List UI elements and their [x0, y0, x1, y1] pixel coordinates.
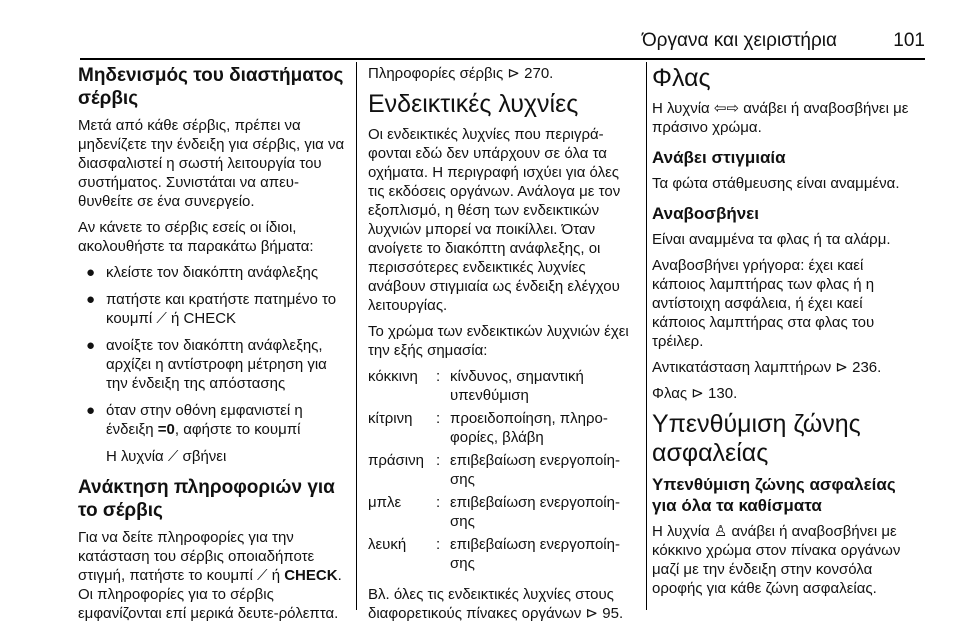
- header-rule: [80, 58, 925, 60]
- color-name: κόκκινη: [368, 368, 418, 385]
- heading-seatbelt-reminder: Υπενθύμιση ζώνης ασφαλείας: [652, 410, 861, 467]
- page-header: [80, 30, 925, 54]
- color-name: πράσινη: [368, 452, 424, 469]
- color-meaning: επιβεβαίωση ενεργοποίη-σης: [450, 494, 620, 530]
- list-item: [78, 290, 346, 328]
- turn-signal-ref: Φλας ⊳ 130.: [652, 385, 738, 402]
- column-left: [78, 64, 346, 630]
- bulb-replacement-ref: Αντικατάσταση λαμπτήρων ⊳ 236.: [652, 359, 882, 376]
- list-item: [78, 401, 346, 439]
- column-middle: [368, 64, 638, 630]
- paragraph-recall: [78, 528, 346, 623]
- list-item-text: κλείστε τον διακόπτη ανάφλεξης: [106, 264, 319, 281]
- list-item: [78, 336, 346, 393]
- list-item-text: όταν στην οθόνη εμφανιστεί η ένδειξη: [106, 402, 303, 438]
- paragraph-parking-lights: Τα φώτα στάθμευσης είναι αναμμένα.: [652, 175, 900, 192]
- paragraph-hazard: Είναι αναμμένα τα φλας ή τα αλάρμ.: [652, 231, 891, 248]
- color-meaning-table: [368, 367, 638, 577]
- bullet-dot: ●: [86, 402, 96, 419]
- heading-service-recall: Ανάκτηση πληροφοριών για το σέρβις: [78, 477, 335, 521]
- separator: :: [436, 410, 441, 427]
- color-name: μπλε: [368, 494, 402, 511]
- paragraph-reset-intro: Μετά από κάθε σέρβις, πρέπει να μηδενίζετε την ένδειξη για σέρβις, για να διασφαλιστεί η σωστή λειτουργία του συστήματος. Συνιστάται να απευ-θυνθείτε σε ένα συνεργείο.: [78, 117, 345, 210]
- paragraph-see-all: Βλ. όλες τις ενδεικτικές λυχνίες στους διαφορετικούς πίνακες οργάνων ⊳ 95.: [368, 586, 624, 622]
- color-name: λευκή: [368, 536, 407, 553]
- separator: :: [436, 494, 441, 511]
- paragraph-fast-flash: Αναβοσβήνει γρήγορα: έχει καεί κάποιος λαμπτήρας των φλας ή η αντίστοιχη ασφάλεια, ή έχει καεί κάποιος λαμπτήρας στα φλας του τρέιλερ.: [652, 257, 875, 350]
- separator: :: [436, 536, 441, 553]
- bullet-dot: ●: [86, 291, 96, 308]
- service-info-ref: Πληροφορίες σέρβις ⊳ 270.: [368, 65, 554, 82]
- paragraph-turn-signal-lamp: Η λυχνία ⇦⇨ ανάβει ή αναβοσβήνει με πράσινο χρώμα.: [652, 100, 909, 136]
- table-row: [368, 451, 638, 493]
- heading-turn-signals: Φλας: [652, 64, 711, 92]
- header-title: Όργανα και χειριστήρια: [641, 30, 837, 51]
- column-divider-1: [356, 62, 357, 610]
- heading-service-reset: Μηδενισμός του διαστήματος σέρβις: [78, 65, 344, 109]
- zero-indicator: =0: [157, 421, 175, 438]
- heading-seatbelt-all-seats: Υπενθύμιση ζώνης ασφαλείας για όλα τα καθίσματα: [652, 475, 896, 515]
- table-row: [368, 367, 638, 409]
- color-meaning: προειδοποίηση, πληρο-φορίες, βλάβη: [450, 410, 608, 446]
- check-label: CHECK: [284, 567, 338, 584]
- bullet-dot: ●: [86, 264, 96, 281]
- list-item-text: ανοίξτε τον διακόπτη ανάφλεξης, αρχίζει η αντίστροφη μέτρηση για την ένδειξη της απόστασης: [106, 337, 327, 392]
- list-item-text: πατήστε και κρατήστε πατημένο το κουμπί ⟋ ή CHECK: [106, 291, 337, 327]
- color-name: κίτρινη: [368, 410, 413, 427]
- color-meaning: επιβεβαίωση ενεργοποίη-σης: [450, 536, 620, 572]
- recall-text-1: Για να δείτε πληροφορίες για την κατάσταση του σέρβις οποιαδήποτε στιγμή, πατήστε το κουμπί ⟋ ή: [78, 529, 315, 584]
- reset-steps-list: [78, 263, 346, 439]
- page-number: 101: [893, 30, 925, 51]
- bullet-dot: ●: [86, 337, 96, 354]
- heading-flashing: Αναβοσβήνει: [652, 204, 759, 223]
- table-row: [368, 409, 638, 451]
- lamp-off-line: Η λυχνία ⟋ σβήνει: [106, 448, 227, 465]
- heading-indicator-lights: Ενδεικτικές λυχνίες: [368, 90, 579, 118]
- column-divider-2: [646, 62, 647, 610]
- paragraph-reset-steps: Αν κάνετε το σέρβις εσείς οι ίδιοι, ακολουθήστε τα παρακάτω βήματα:: [78, 219, 314, 255]
- heading-lit-briefly: Ανάβει στιγμιαία: [652, 148, 786, 167]
- separator: :: [436, 452, 441, 469]
- table-row: [368, 493, 638, 535]
- paragraph-colors-intro: Το χρώμα των ενδεικτικών λυχνιών έχει την εξής σημασία:: [368, 323, 629, 359]
- column-right: [652, 64, 920, 605]
- paragraph-seatbelt: Η λυχνία ♙ ανάβει ή αναβοσβήνει με κόκκινο χρώμα στον πίνακα οργάνων μαζί με την ένδειξη στην κονσόλα οροφής για κάθε ζώνη ασφαλείας.: [652, 523, 901, 597]
- table-row: [368, 535, 638, 577]
- separator: :: [436, 368, 441, 385]
- list-item: [78, 263, 346, 282]
- list-item-text-end: , αφήστε το κουμπί: [174, 421, 301, 438]
- paragraph-lights-intro: Οι ενδεικτικές λυχνίες που περιγρά-φονται εδώ δεν υπάρχουν σε όλα τα οχήματα. Η περιγραφή ισχύει για όλες τις εκδόσεις οργάνων. Ανάλογα με τον εξοπλισμό, η θέση των ενδεικτικών λυχνιών μπορεί να ποικίλλει. Όταν ανοίγετε το διακόπτη ανάφλεξης, οι περισσότερες ενδεικτικές λυχνίες ανάβουν στιγμιαία ως ένδειξη ελέγχου λειτουργίας.: [368, 126, 621, 314]
- color-meaning: κίνδυνος, σημαντική υπενθύμιση: [450, 368, 584, 404]
- recall-text-2: . Οι πληροφορίες για το σέρβις εμφανίζονται επί μερικά δευτε-ρόλεπτα.: [78, 567, 342, 622]
- color-meaning: επιβεβαίωση ενεργοποίη-σης: [450, 452, 620, 488]
